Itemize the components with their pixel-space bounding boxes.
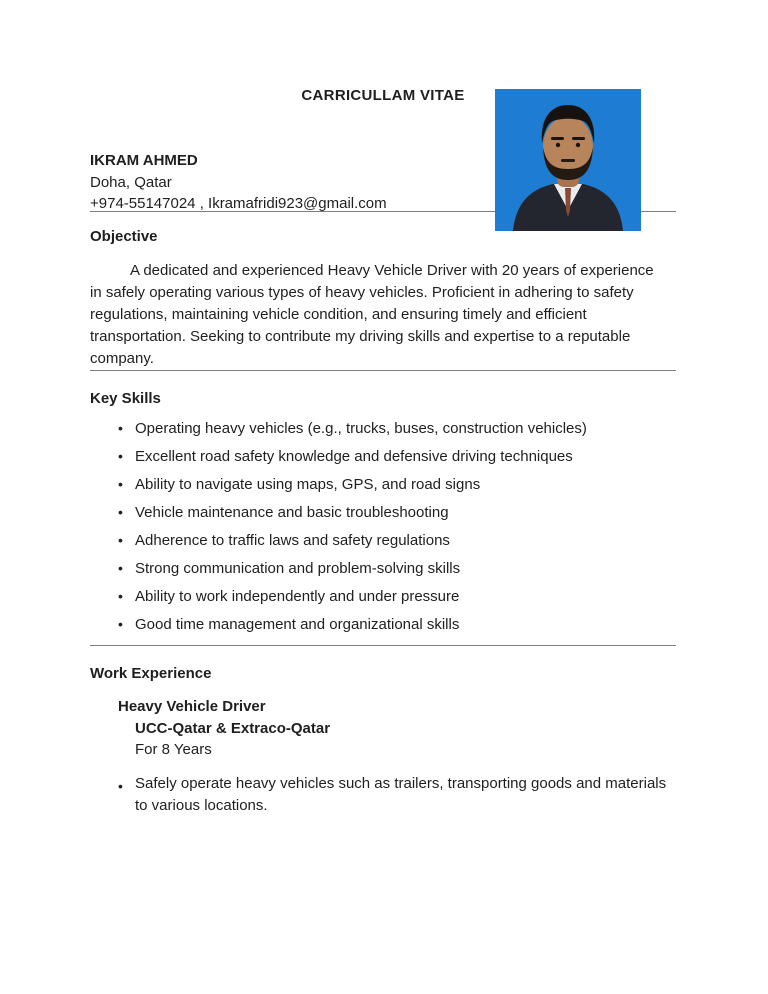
candidate-contact: +974-55147024 , Ikramafridi923@gmail.com [90, 195, 387, 212]
objective-heading: Objective [90, 228, 158, 245]
candidate-location: Doha, Qatar [90, 174, 172, 191]
portrait-photo [495, 89, 641, 231]
portrait-photo-graphic [495, 89, 641, 231]
skill-item: • Vehicle maintenance and basic troubleshooting [135, 505, 676, 521]
key-skills-list [90, 421, 676, 633]
job-title: Heavy Vehicle Driver [118, 698, 266, 715]
company-name: UCC-Qatar & Extraco-Qatar [135, 720, 331, 737]
candidate-name: IKRAM AHMED [90, 152, 198, 169]
skill-item: • Good time management and organizational skills [135, 617, 676, 633]
skill-item: • Ability to work independently and under pressure [135, 589, 676, 605]
work-experience-heading: Work Experience [90, 665, 212, 682]
skill-item: • Strong communication and problem-solving skills [135, 561, 676, 577]
skill-item: • Ability to navigate using maps, GPS, and road signs [135, 477, 676, 493]
divider [90, 370, 676, 371]
work-bullet: • Safely operate heavy vehicles such as trailers, transporting goods and materials to various locations. [135, 773, 680, 817]
document-title: CARRICULLAM VITAE [301, 87, 465, 104]
skill-item: • Excellent road safety knowledge and defensive driving techniques [135, 449, 676, 465]
work-experience-list [90, 773, 676, 817]
skill-item: • Adherence to traffic laws and safety regulations [135, 533, 676, 549]
job-duration: For 8 Years [135, 741, 212, 758]
objective-paragraph: A dedicated and experienced Heavy Vehicle Driver with 20 years of experience in safely operating various types of heavy vehicles. Proficient in adhering to safety regulations, maintaining vehicle condition, and ensuring timely and efficient transportation. Seeking to contribute my driving skills and expertise to a reputable company. [90, 262, 654, 367]
skill-item: • Operating heavy vehicles (e.g., trucks, buses, construction vehicles) [135, 421, 676, 437]
divider [90, 645, 676, 646]
key-skills-heading: Key Skills [90, 390, 161, 407]
